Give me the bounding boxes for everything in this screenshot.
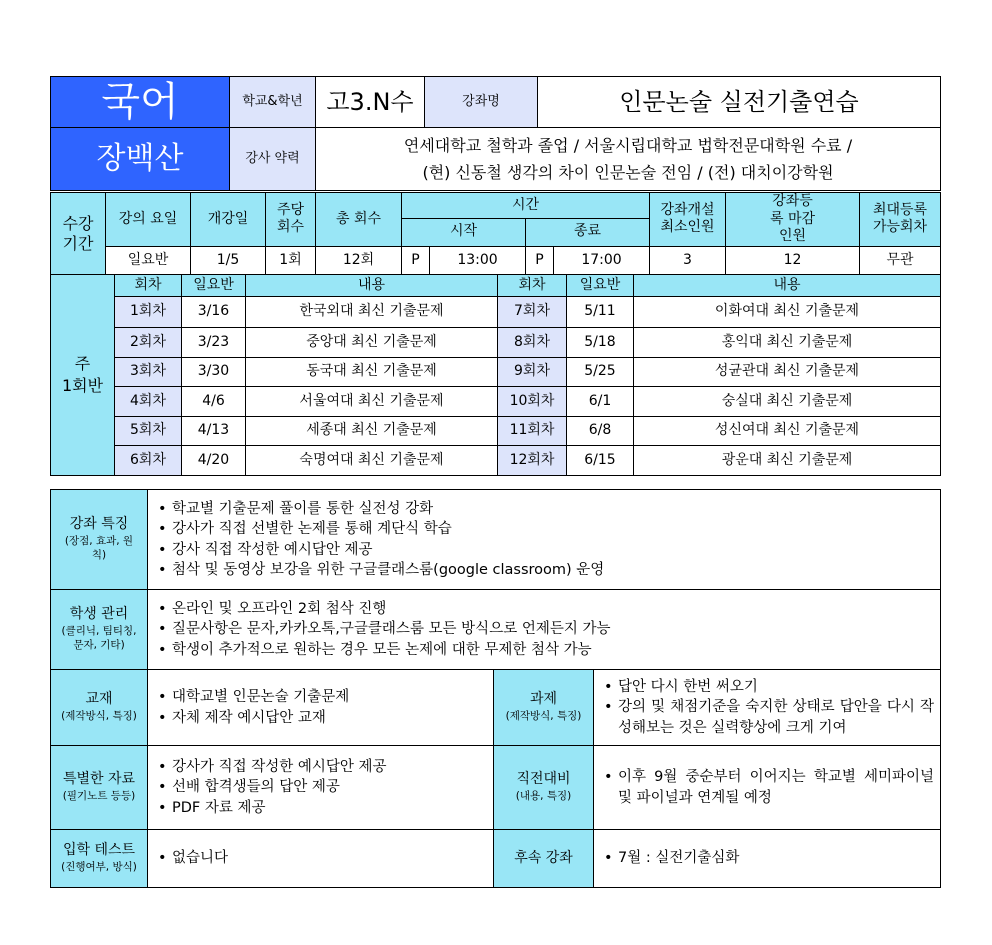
header-table <box>50 76 941 191</box>
prep-list <box>602 767 934 808</box>
list-item: • 학생이 추가적으로 원하는 경우 모든 논제에 대한 무제한 첨삭 가능 <box>156 640 940 661</box>
followup-content <box>594 830 941 888</box>
session-date: 3/30 <box>182 357 246 387</box>
session-col-no: 회차 <box>115 275 182 297</box>
session-content: 성신여대 최신 기출문제 <box>634 416 941 446</box>
session-content: 숭실대 최신 기출문제 <box>634 387 941 417</box>
time-label: 시간 <box>402 193 650 219</box>
homework-label: 과제 <box>529 691 558 708</box>
min-label: 강좌개설 최소인원 <box>650 193 726 247</box>
details-table <box>50 489 941 888</box>
session-col-day-2: 일요반 <box>567 275 634 297</box>
session-no: 11회차 <box>498 416 567 446</box>
list-item: • 자체 제작 예시답안 교재 <box>156 708 493 729</box>
weekly-label: 주당 회수 <box>266 193 316 247</box>
session-date: 3/16 <box>182 297 246 328</box>
list-item: • 7월 : 실전기출심화 <box>602 848 940 869</box>
homework-sub: (제작방식, 특징) <box>505 709 582 722</box>
max-label: 강좌등록 마감인원 <box>726 193 860 247</box>
session-content: 홍익대 최신 기출문제 <box>634 328 941 358</box>
management-content <box>148 590 941 670</box>
session-content: 서울여대 최신 기출문제 <box>246 387 498 417</box>
list-item: • 온라인 및 오프라인 2회 첨삭 진행 <box>156 599 940 620</box>
list-item: • 강사가 직접 작성한 예시답안 제공 <box>156 757 493 778</box>
bio-line-2: (현) 신동철 생각의 차이 인문논술 전임 / (전) 대치이강학원 <box>422 163 834 182</box>
session-col-day: 일요반 <box>182 275 246 297</box>
session-no: 2회차 <box>115 328 182 358</box>
session-side-label <box>51 275 115 476</box>
total-label: 총 회수 <box>316 193 402 247</box>
materials-sub: (필기노트 등등) <box>62 789 136 802</box>
prep-content <box>594 746 941 830</box>
session-no: 10회차 <box>498 387 567 417</box>
session-no: 4회차 <box>115 387 182 417</box>
bio-value <box>316 128 941 191</box>
materials-label: 특별한 자료 <box>62 771 136 788</box>
time-start-label: 시작 <box>402 218 526 246</box>
session-row <box>51 328 941 358</box>
session-date: 6/8 <box>567 416 634 446</box>
prep-label-cell <box>494 746 594 830</box>
school-grade-value: 고3.N수 <box>316 77 425 128</box>
session-row <box>51 446 941 476</box>
session-date: 4/6 <box>182 387 246 417</box>
features-sub: (장점, 효과, 원칙) <box>64 534 134 562</box>
test-label: 입학 테스트 <box>62 842 136 859</box>
session-row <box>51 416 941 446</box>
time-end-label: 종료 <box>526 218 650 246</box>
test-list <box>156 848 493 869</box>
session-date: 4/20 <box>182 446 246 476</box>
homework-content <box>594 670 941 746</box>
day-value: 일요반 <box>106 246 191 276</box>
session-date: 4/13 <box>182 416 246 446</box>
schedule-table <box>50 192 941 277</box>
teacher-name: 장백산 <box>51 128 230 191</box>
total-value: 12회 <box>316 246 402 276</box>
course-name-value: 인문논술 실전기출연습 <box>538 77 941 128</box>
prep-sub: (내용, 특징) <box>515 789 572 802</box>
prep-label: 직전대비 <box>516 771 571 788</box>
management-sub: (클리닉, 팀티칭, 문자, 기타) <box>61 624 137 652</box>
session-no: 8회차 <box>498 328 567 358</box>
weekly-value: 1회 <box>266 246 316 276</box>
session-no: 1회차 <box>115 297 182 328</box>
session-date: 5/25 <box>567 357 634 387</box>
list-item: • 강사가 직접 선별한 논제를 통해 계단식 학습 <box>156 519 940 540</box>
materials-list <box>156 757 493 819</box>
start-time: 13:00 <box>430 246 526 276</box>
list-item: • 학교별 기출문제 풀이를 통한 실전성 강화 <box>156 499 940 520</box>
session-date: 5/11 <box>567 297 634 328</box>
followup-list <box>602 848 940 869</box>
management-list <box>156 599 940 661</box>
materials-label-cell <box>51 746 148 830</box>
session-content: 성균관대 최신 기출문제 <box>634 357 941 387</box>
max-sessions-label: 최대등록 가능회차 <box>860 193 941 247</box>
sessions-table <box>50 274 941 476</box>
start-date-label: 개강일 <box>191 193 266 247</box>
test-label-cell <box>51 830 148 888</box>
day-label: 강의 요일 <box>106 193 191 247</box>
list-item: • 이후 9월 중순부터 이어지는 학교별 세미파이널 및 파이널과 연계될 예정 <box>602 767 934 808</box>
list-item: • 대학교별 인문논술 기출문제 <box>156 687 493 708</box>
textbook-list <box>156 687 493 728</box>
subject-title: 국어 <box>51 77 230 128</box>
session-col-content: 내용 <box>246 275 498 297</box>
features-label-cell <box>51 490 148 590</box>
school-grade-label: 학교&학년 <box>230 77 316 128</box>
session-col-no-2: 회차 <box>498 275 567 297</box>
bio-line-1: 연세대학교 철학과 졸업 / 서울시립대학교 법학전문대학원 수료 / <box>403 136 853 155</box>
session-date: 6/15 <box>567 446 634 476</box>
course-name-label: 강좌명 <box>425 77 538 128</box>
list-item: • 답안 다시 한번 써오기 <box>602 677 934 698</box>
session-content: 세종대 최신 기출문제 <box>246 416 498 446</box>
list-item: • 강의 및 채점기준을 숙지한 상태로 답안을 다시 작성해보는 것은 실력향상에 크게 기여 <box>602 697 934 738</box>
list-item: • 없습니다 <box>156 848 493 869</box>
features-content <box>148 490 941 590</box>
session-date: 5/18 <box>567 328 634 358</box>
homework-label-cell <box>494 670 594 746</box>
list-item: • 질문사항은 문자,카카오톡,구글클래스룸 모든 방식으로 언제든지 가능 <box>156 619 940 640</box>
test-sub: (진행여부, 방식) <box>61 860 137 873</box>
session-date: 3/23 <box>182 328 246 358</box>
followup-label: 후속 강좌 <box>494 830 594 888</box>
session-content: 중앙대 최신 기출문제 <box>246 328 498 358</box>
session-content: 한국외대 최신 기출문제 <box>246 297 498 328</box>
session-no: 7회차 <box>498 297 567 328</box>
session-no: 9회차 <box>498 357 567 387</box>
session-content: 광운대 최신 기출문제 <box>634 446 941 476</box>
textbook-content <box>148 670 494 746</box>
list-item: • 선배 합격생들의 답안 제공 <box>156 777 493 798</box>
bio-label: 강사 약력 <box>230 128 316 191</box>
textbook-label-cell <box>51 670 148 746</box>
test-content <box>148 830 494 888</box>
max-value: 12 <box>726 246 860 276</box>
session-no: 12회차 <box>498 446 567 476</box>
list-item: • 강사 직접 작성한 예시답안 제공 <box>156 540 940 561</box>
start-ampm: P <box>402 246 430 276</box>
management-label-cell <box>51 590 148 670</box>
session-row <box>51 357 941 387</box>
session-no: 3회차 <box>115 357 182 387</box>
end-time: 17:00 <box>554 246 650 276</box>
features-list <box>156 499 940 581</box>
min-value: 3 <box>650 246 726 276</box>
homework-list <box>602 677 934 739</box>
features-label: 강좌 특징 <box>69 516 129 533</box>
session-no: 6회차 <box>115 446 182 476</box>
session-content: 동국대 최신 기출문제 <box>246 357 498 387</box>
session-col-content-2: 내용 <box>634 275 941 297</box>
list-item: • 첨삭 및 동영상 보강을 위한 구글클래스룸(google classroom) 운영 <box>156 560 940 581</box>
session-row <box>51 387 941 417</box>
materials-content <box>148 746 494 830</box>
end-ampm: P <box>526 246 554 276</box>
list-item: • PDF 자료 제공 <box>156 798 493 819</box>
start-date-value: 1/5 <box>191 246 266 276</box>
session-no: 5회차 <box>115 416 182 446</box>
session-row <box>51 297 941 328</box>
textbook-label: 교재 <box>85 691 113 708</box>
max-sessions-value: 무관 <box>860 246 941 276</box>
session-side-line-1: 주 <box>74 354 91 373</box>
session-content: 이화여대 최신 기출문제 <box>634 297 941 328</box>
management-label: 학생 관리 <box>69 606 129 623</box>
period-label: 수강 기간 <box>51 193 106 277</box>
session-date: 6/1 <box>567 387 634 417</box>
textbook-sub: (제작방식, 특징) <box>61 709 137 722</box>
session-side-line-2: 1회반 <box>61 376 104 395</box>
session-content: 숙명여대 최신 기출문제 <box>246 446 498 476</box>
